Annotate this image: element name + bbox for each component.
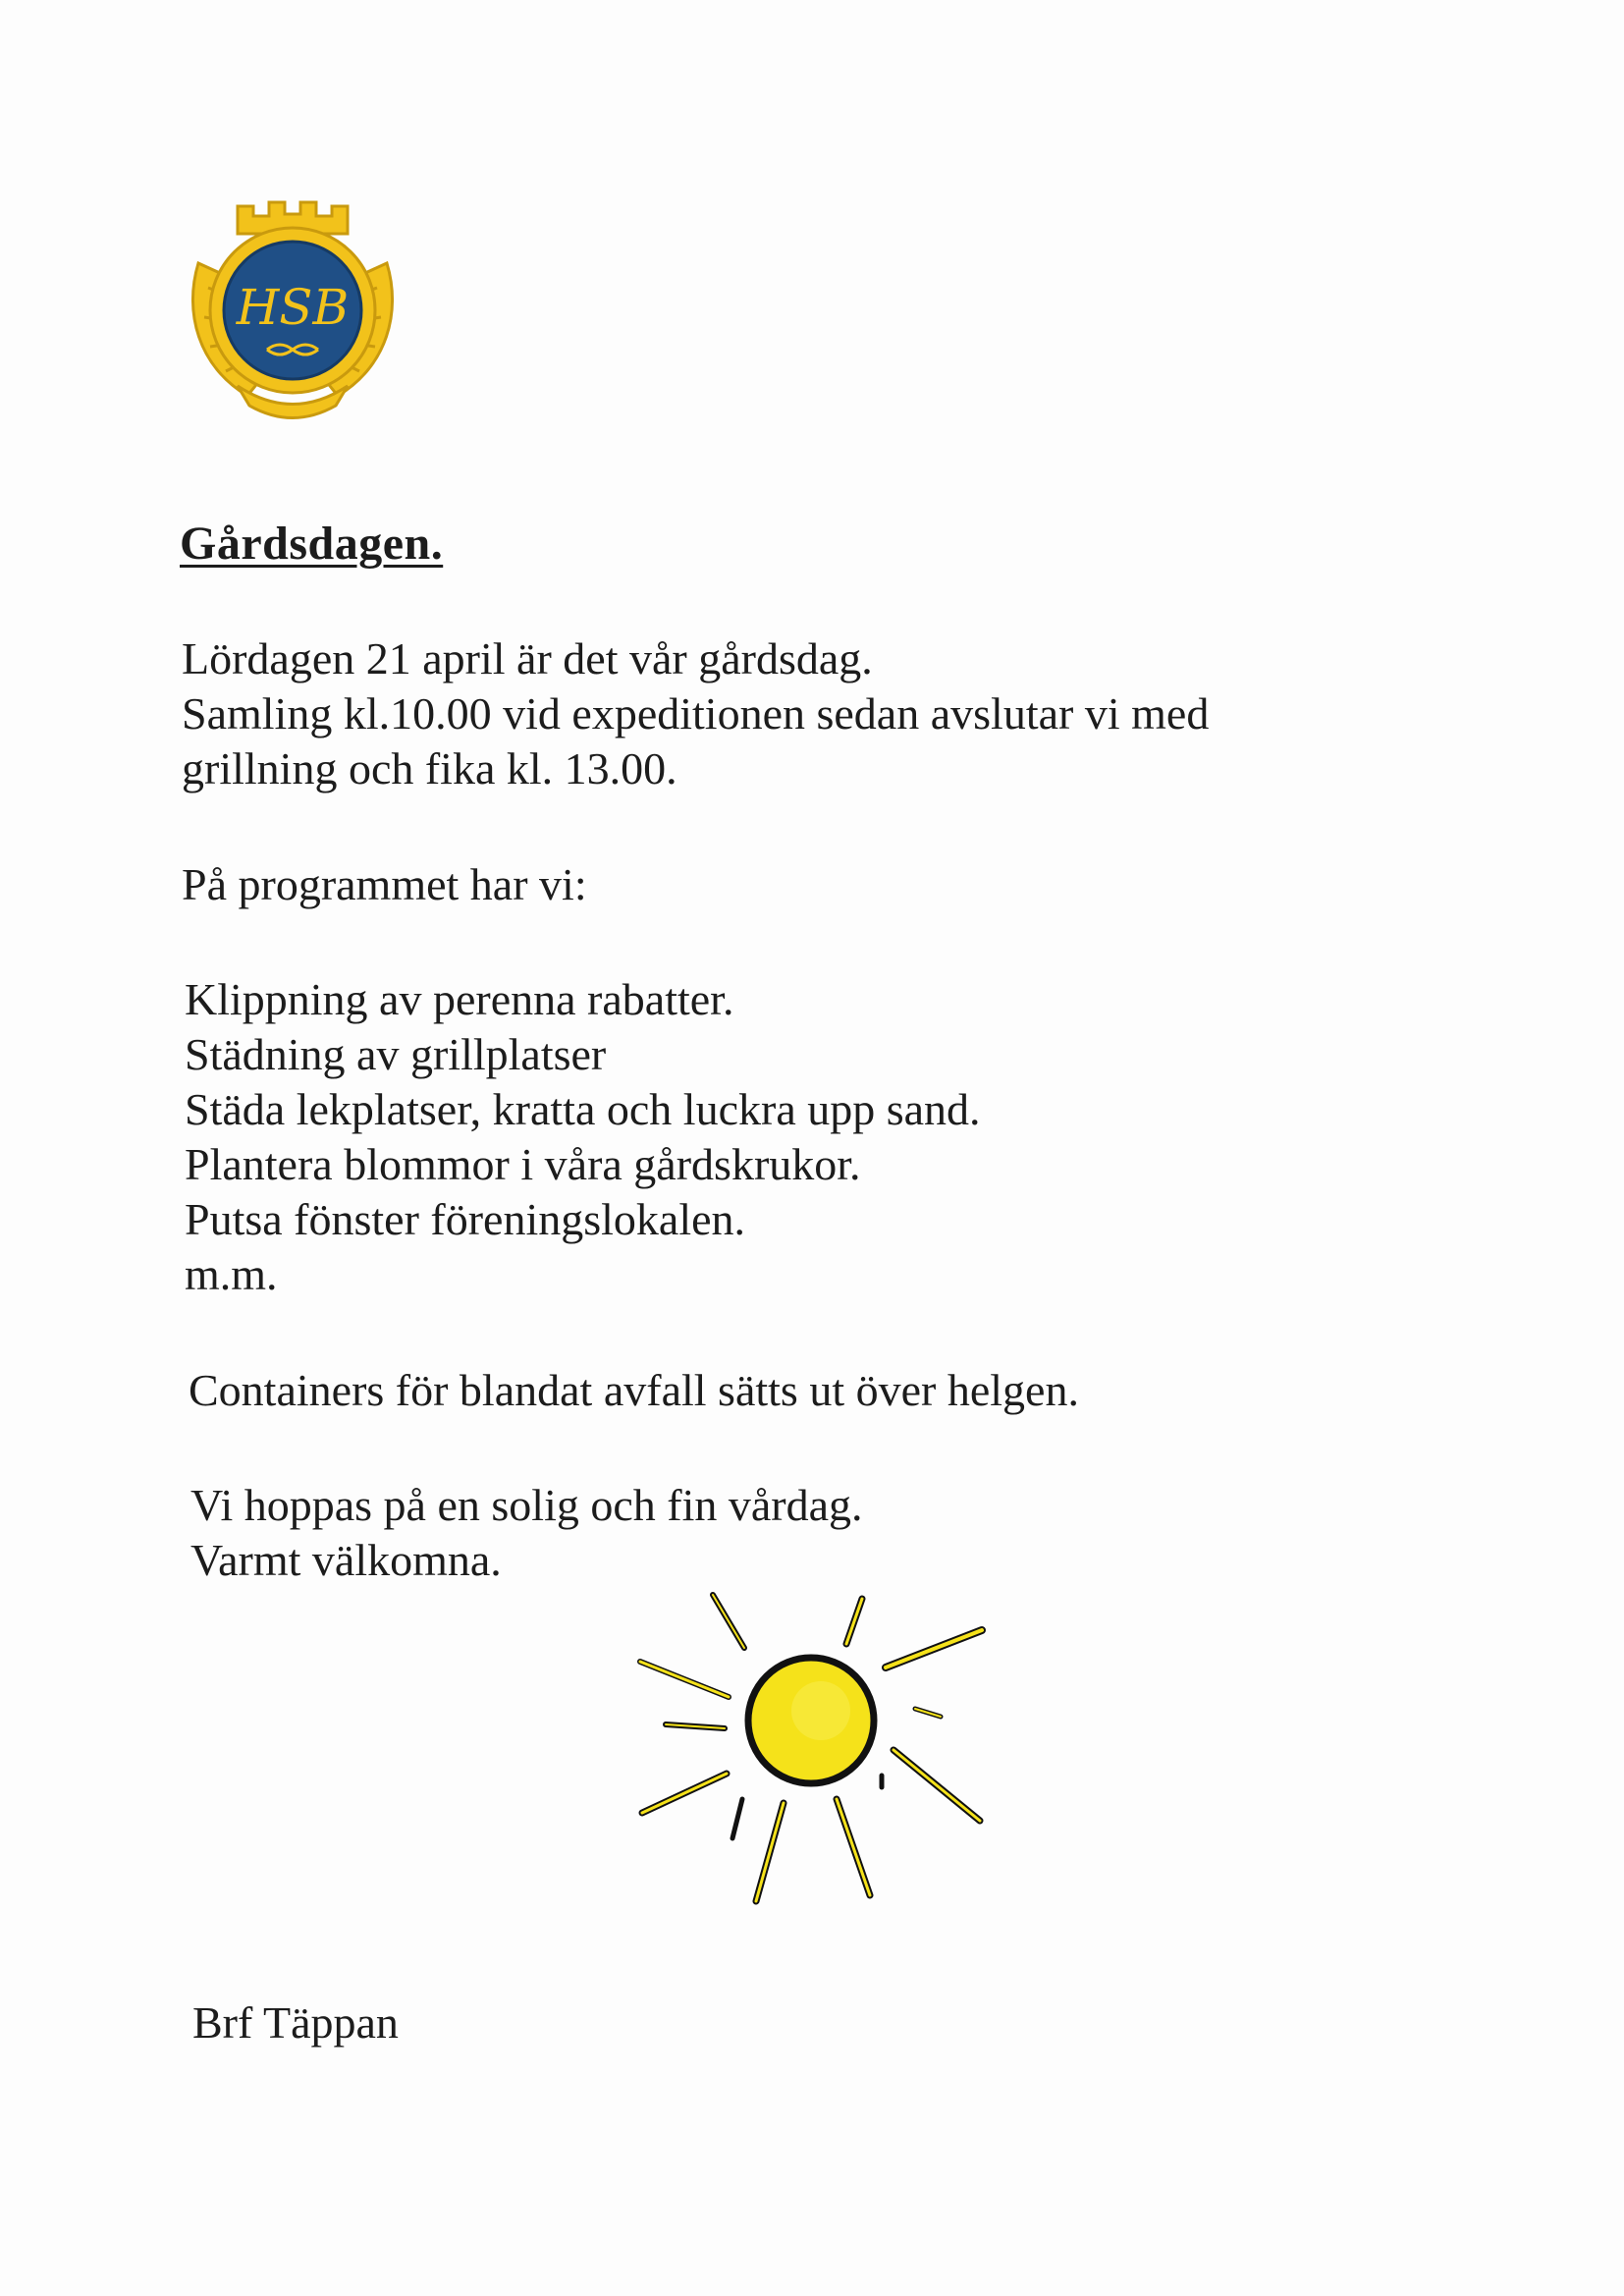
- program-item: Plantera blommor i våra gårdskrukor.: [185, 1139, 861, 1189]
- intro-paragraph: [182, 631, 1209, 796]
- closing-line: Varmt välkomna.: [190, 1535, 502, 1585]
- intro-line: Samling kl.10.00 vid expeditionen sedan avslutar vi med: [182, 688, 1210, 738]
- program-item: Putsa fönster föreningslokalen.: [185, 1194, 746, 1244]
- program-item: m.m.: [185, 1249, 278, 1299]
- program-list: [185, 972, 981, 1302]
- intro-line: grillning och fika kl. 13.00.: [182, 743, 677, 793]
- closing-line: Vi hoppas på en solig och fin vårdag.: [190, 1480, 863, 1530]
- signature: Brf Täppan: [192, 1997, 399, 2048]
- intro-line: Lördagen 21 april är det vår gårdsdag.: [182, 633, 873, 683]
- hsb-emblem-icon: [179, 194, 406, 422]
- program-item: Städning av grillplatser: [185, 1029, 607, 1079]
- program-item: Städa lekplatser, kratta och luckra upp sand.: [185, 1084, 981, 1134]
- containers-note: Containers för blandat avfall sätts ut över helgen.: [189, 1365, 1079, 1415]
- page-title: Gårdsdagen.: [180, 518, 444, 570]
- program-item: Klippning av perenna rabatter.: [185, 974, 734, 1024]
- sun-drawing-icon: [628, 1581, 1001, 1915]
- closing-paragraph: [190, 1478, 863, 1588]
- program-heading: På programmet har vi:: [182, 859, 587, 909]
- logo-monogram: HSB: [236, 279, 350, 336]
